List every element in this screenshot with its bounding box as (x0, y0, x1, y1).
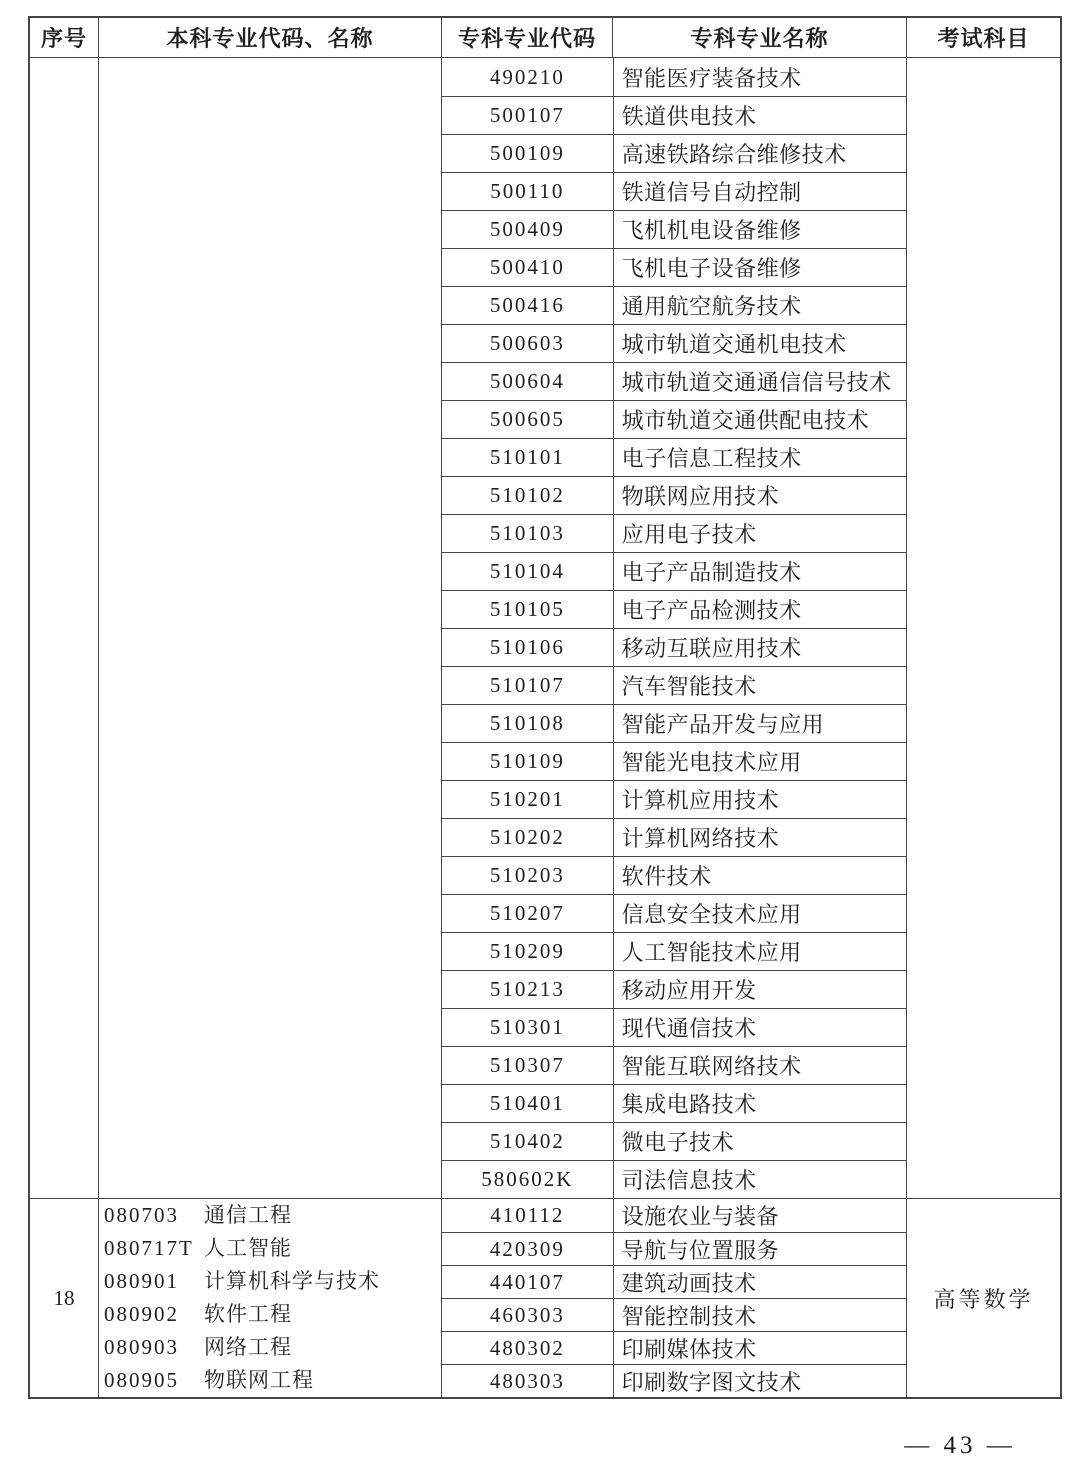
undergrad-cell (98, 1199, 441, 1397)
table-section (30, 58, 1060, 1198)
college-major-code: 510401 (489, 1091, 565, 1115)
college-major-name: 移动应用开发 (613, 971, 906, 1008)
college-major-row (442, 742, 906, 780)
college-major-row (442, 324, 906, 362)
college-major-code: 510102 (489, 483, 565, 507)
undergrad-major-line (104, 1364, 441, 1397)
college-major-name: 智能医疗装备技术 (613, 58, 906, 96)
college-major-name: 软件技术 (613, 857, 906, 894)
college-major-code: 510213 (489, 977, 565, 1001)
college-major-name: 物联网应用技术 (613, 477, 906, 514)
college-major-row (442, 704, 906, 742)
college-major-code: 510107 (489, 673, 565, 697)
college-major-row (442, 1046, 906, 1084)
undergrad-major-line (104, 1232, 441, 1265)
undergrad-major-name: 计算机科学与技术 (204, 1269, 380, 1293)
undergrad-major-code: 080717T (104, 1236, 194, 1260)
college-major-name: 电子产品检测技术 (613, 591, 906, 628)
college-major-row (442, 780, 906, 818)
college-major-row (442, 628, 906, 666)
college-major-row (442, 1084, 906, 1122)
college-major-code: 510106 (489, 635, 565, 659)
college-major-row (442, 894, 906, 932)
col-header-college-code: 专科专业代码 (441, 18, 612, 57)
college-major-row (442, 666, 906, 704)
undergrad-major-line (104, 1331, 441, 1364)
undergrad-cell (98, 58, 441, 1198)
exam-subject-cell (906, 58, 1060, 1198)
college-major-row (442, 248, 906, 286)
college-major-code: 510209 (489, 939, 565, 963)
college-major-code: 460303 (489, 1302, 565, 1327)
college-major-row (442, 1160, 906, 1198)
college-major-row (442, 134, 906, 172)
college-major-code: 510207 (489, 901, 565, 925)
college-majors-rows (441, 58, 906, 1198)
college-majors-rows (441, 1199, 906, 1397)
undergrad-major-code: 080901 (104, 1269, 179, 1293)
undergrad-major-name: 人工智能 (204, 1236, 292, 1260)
college-major-code: 420309 (489, 1236, 565, 1261)
col-header-seq: 序号 (40, 26, 87, 51)
college-major-code: 510307 (489, 1053, 565, 1077)
college-major-code: 440107 (489, 1269, 565, 1294)
college-major-code: 480302 (489, 1335, 565, 1360)
college-major-row (442, 514, 906, 552)
college-major-row (442, 438, 906, 476)
college-major-name: 铁道供电技术 (613, 97, 906, 134)
college-major-row (442, 210, 906, 248)
seq-cell: 18 (53, 1285, 75, 1310)
undergrad-major-line (104, 1298, 441, 1331)
college-major-name: 智能互联网络技术 (613, 1047, 906, 1084)
college-major-name: 高速铁路综合维修技术 (613, 135, 906, 172)
college-major-code: 490210 (489, 64, 565, 89)
college-major-name: 建筑动画技术 (613, 1266, 906, 1298)
college-major-name: 城市轨道交通机电技术 (613, 325, 906, 362)
college-major-code: 510109 (489, 749, 565, 773)
college-major-code: 410112 (490, 1203, 565, 1227)
college-major-code: 500107 (489, 103, 565, 127)
college-major-name: 电子信息工程技术 (613, 439, 906, 476)
undergrad-major-code: 080905 (104, 1368, 179, 1392)
college-major-code: 500605 (489, 407, 565, 431)
exam-subject-cell: 高等数学 (906, 1199, 1060, 1397)
college-major-row (442, 1232, 906, 1265)
undergrad-major-code: 080903 (104, 1335, 179, 1359)
college-major-name: 印刷数字图文技术 (613, 1365, 906, 1397)
undergrad-major-name: 物联网工程 (204, 1368, 314, 1392)
table-section (30, 1198, 1060, 1397)
undergrad-major-code: 080902 (104, 1302, 179, 1326)
college-major-name: 微电子技术 (613, 1123, 906, 1160)
college-major-name: 通用航空航务技术 (613, 287, 906, 324)
college-major-name: 印刷媒体技术 (613, 1332, 906, 1364)
college-major-name: 铁道信号自动控制 (613, 173, 906, 210)
college-major-name: 城市轨道交通供配电技术 (613, 401, 906, 438)
college-major-code: 510103 (489, 521, 565, 545)
college-major-name: 智能控制技术 (613, 1299, 906, 1331)
college-major-name: 智能产品开发与应用 (613, 705, 906, 742)
college-major-code: 500603 (489, 331, 565, 355)
college-major-name: 司法信息技术 (613, 1161, 906, 1198)
college-major-code: 510105 (489, 597, 565, 621)
college-major-code: 510301 (489, 1015, 565, 1039)
college-major-row (442, 856, 906, 894)
college-major-row (442, 552, 906, 590)
college-major-code: 500109 (489, 141, 565, 165)
college-major-name: 应用电子技术 (613, 515, 906, 552)
college-major-row (442, 1331, 906, 1364)
college-major-row (442, 286, 906, 324)
table-header-row (30, 18, 1060, 58)
college-major-row (442, 58, 906, 96)
college-major-row (442, 172, 906, 210)
college-major-name: 导航与位置服务 (613, 1233, 906, 1265)
seq-cell (30, 58, 98, 1198)
college-major-name: 飞机机电设备维修 (613, 211, 906, 248)
college-major-code: 510402 (489, 1129, 565, 1153)
college-major-code: 510104 (489, 559, 565, 583)
college-major-name: 移动互联应用技术 (613, 629, 906, 666)
undergrad-major-code: 080703 (104, 1203, 179, 1227)
college-major-code: 500409 (489, 217, 565, 241)
college-major-code: 500416 (489, 293, 565, 317)
college-major-name: 飞机电子设备维修 (613, 249, 906, 286)
college-major-row (442, 1265, 906, 1298)
college-major-code: 510201 (489, 787, 565, 811)
majors-table (28, 16, 1062, 1399)
college-major-code: 510203 (489, 863, 565, 887)
college-major-code: 510108 (489, 711, 565, 735)
college-major-row (442, 1008, 906, 1046)
college-major-row (442, 476, 906, 514)
college-major-row (442, 1364, 906, 1397)
college-major-row (442, 970, 906, 1008)
college-major-name: 城市轨道交通通信信号技术 (613, 363, 906, 400)
col-header-exam-subject: 考试科目 (906, 18, 1060, 57)
college-major-code: 480303 (489, 1368, 565, 1393)
college-major-row (442, 400, 906, 438)
undergrad-major-line (104, 1265, 441, 1298)
undergrad-major-name: 网络工程 (204, 1335, 292, 1359)
college-major-name: 计算机网络技术 (613, 819, 906, 856)
college-major-row (442, 590, 906, 628)
undergrad-major-name: 软件工程 (204, 1302, 292, 1326)
college-major-row (442, 1122, 906, 1160)
college-major-code: 580602K (481, 1167, 574, 1191)
college-major-code: 500410 (489, 255, 565, 279)
page-number: — 43 — (904, 1432, 1016, 1459)
college-major-name: 智能光电技术应用 (613, 743, 906, 780)
college-major-code: 500604 (489, 369, 565, 393)
college-major-name: 现代通信技术 (613, 1009, 906, 1046)
college-major-name: 设施农业与装备 (613, 1199, 906, 1232)
col-header-college-name: 专科专业名称 (612, 18, 906, 57)
college-major-name: 计算机应用技术 (613, 781, 906, 818)
college-major-code: 500110 (490, 179, 565, 203)
college-major-code: 510202 (489, 825, 565, 849)
undergrad-major-name: 通信工程 (204, 1203, 292, 1227)
college-major-row (442, 1199, 906, 1232)
college-major-code: 510101 (489, 445, 565, 469)
college-major-row (442, 362, 906, 400)
college-major-row (442, 932, 906, 970)
college-major-row (442, 818, 906, 856)
college-major-name: 信息安全技术应用 (613, 895, 906, 932)
college-major-name: 人工智能技术应用 (613, 933, 906, 970)
undergrad-major-line (104, 1199, 441, 1232)
college-major-name: 汽车智能技术 (613, 667, 906, 704)
college-major-row (442, 1298, 906, 1331)
table-body (30, 58, 1060, 1397)
college-major-name: 集成电路技术 (613, 1085, 906, 1122)
college-major-row (442, 96, 906, 134)
col-header-undergrad: 本科专业代码、名称 (98, 18, 441, 57)
college-major-name: 电子产品制造技术 (613, 553, 906, 590)
